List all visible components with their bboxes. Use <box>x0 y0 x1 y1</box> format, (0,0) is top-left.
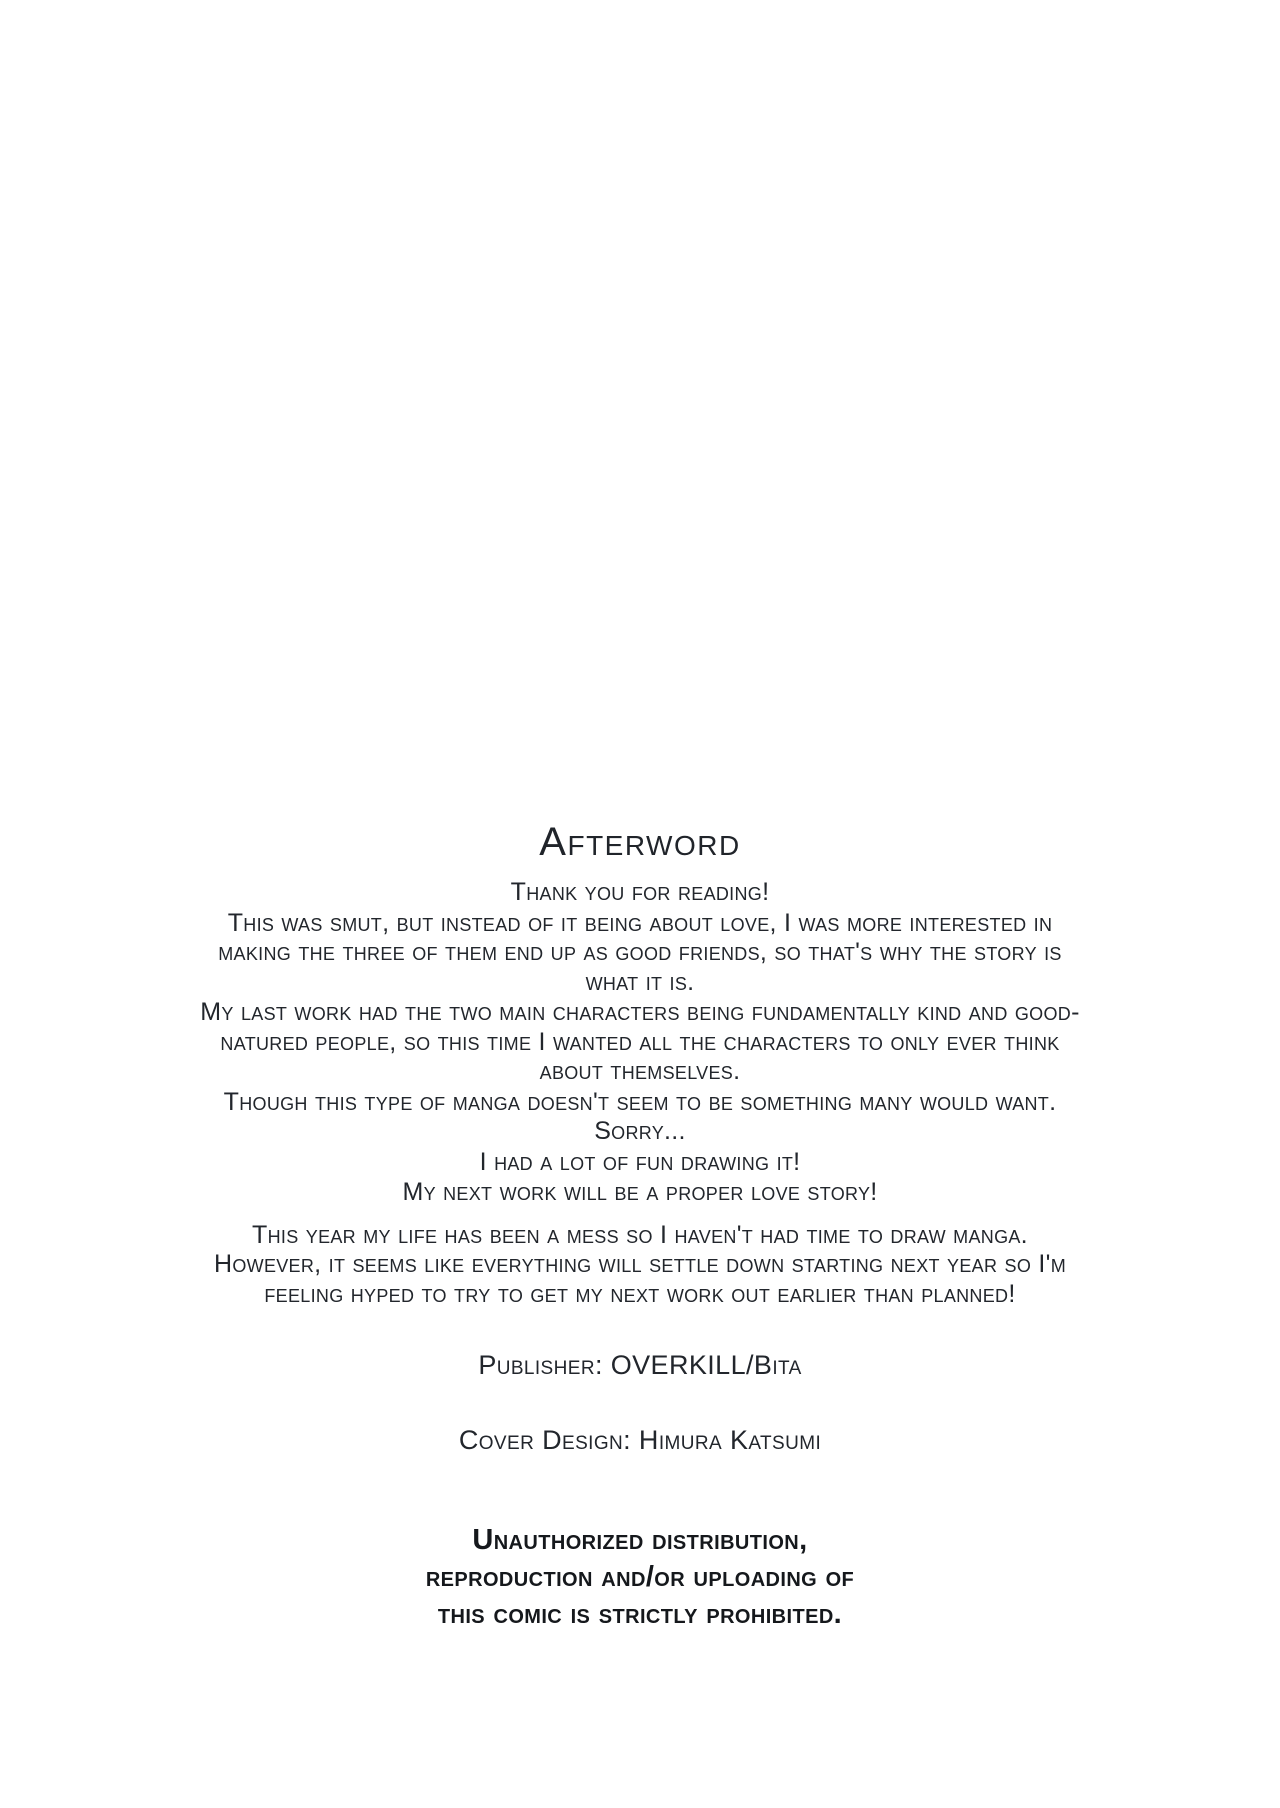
publisher-credit: Publisher: OVERKILL/Bita <box>478 1350 802 1380</box>
copyright-notice-line: this comic is strictly prohibited. <box>437 1598 843 1631</box>
afterword-body <box>200 878 1080 1309</box>
afterword-paragraph: My next work will be a proper love story! <box>402 1178 878 1206</box>
afterword-closing-paragraph: This year my life has been a mess so I haven't had time to draw manga. However, it seems like everything will settle down starting next year so I'm feeling hyped to try to get my next work out earlier than planned! <box>214 1220 1066 1308</box>
copyright-notice-line: Unauthorized distribution, <box>472 1524 808 1556</box>
afterword-paragraph: Thank you for reading! <box>510 878 770 906</box>
afterword-paragraph: I had a lot of fun drawing it! <box>479 1147 801 1176</box>
page-title: Afterword <box>539 820 741 864</box>
copyright-notice <box>190 1522 1090 1633</box>
credits-spacer <box>190 1310 1090 1350</box>
paragraph-spacer <box>200 1209 1080 1221</box>
afterword-paragraph: My last work had the two main characters being fundamentally kind and good-natured people, so this time I wanted all the characters to only ever think about themselves. <box>200 998 1080 1085</box>
afterword-paragraph: Though this type of manga doesn't seem to be something many would want. Sorry... <box>223 1087 1057 1145</box>
afterword-paragraph: This was smut, but instead of it being about love, I was more interested in making the three of them end up as good friends, so that's why the story is what it is. <box>218 908 1062 996</box>
afterword-content <box>190 820 1090 1633</box>
copyright-notice-line: reproduction and/or uploading of <box>425 1561 855 1594</box>
cover-design-credit: Cover Design: Himura Katsumi <box>458 1425 822 1455</box>
credits-spacer <box>190 1381 1090 1425</box>
